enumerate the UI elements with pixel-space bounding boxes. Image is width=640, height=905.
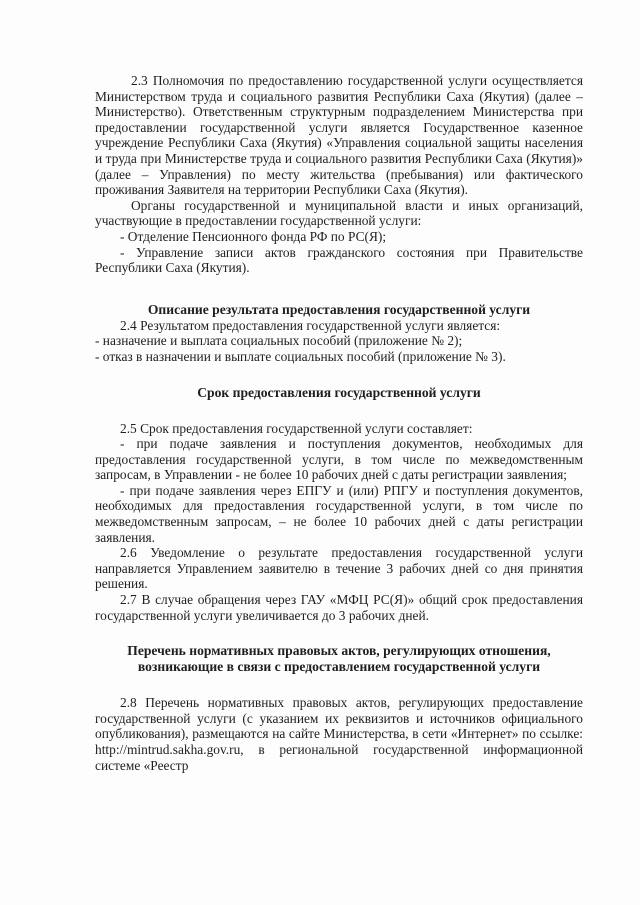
document-body	[95, 73, 583, 773]
heading-term: Срок предоставления государственной услуги	[197, 384, 481, 400]
paragraph-2-7: 2.7 В случае обращения через ГАУ «МФЦ РС(Я)» общий срок предоставления государственной услуги увеличивается до 3 рабочих дней.	[95, 592, 583, 623]
result-item-2: - отказ в назначении и выплате социальных пособий (приложение № 3).	[95, 348, 506, 364]
heading-result: Описание результата предоставления государственной услуги	[147, 301, 531, 317]
organs-item-2: - Управление записи актов гражданского состояния при Правительстве Республики Саха (Якутия).	[95, 244, 583, 276]
paragraph-2-6: 2.6 Уведомление о результате предоставления государственной услуги направляется Управлением заявителю в течение 3 рабочих дней со дня принятия решения.	[95, 545, 583, 592]
organs-item-1: - Отделение Пенсионного фонда РФ по РС(Я);	[120, 228, 387, 244]
term-item-1: - при подаче заявления и поступления документов, необходимых для предоставления государственной услуги, в том числе по межведомственным запросам, в Управлении - не более 10 рабочих дней с даты регистрации заявления;	[95, 436, 583, 483]
heading-acts: Перечень нормативных правовых актов, регулирующих отношения, возникающие в связи с предоставлением государственной услуги	[127, 643, 551, 675]
result-item-1: - назначение и выплата социальных пособий (приложение № 2);	[95, 333, 463, 349]
paragraph-2-3: 2.3 Полномочия по предоставлению государственной услуги осуществляется Министерством труда и социального развития Республики Саха (Якутия) (далее – Министерство). Ответственным структурным подразделением Министерства при предоставлении государственной услуги является Государственное казенное учреждение Республики Саха (Якутия) «Управления социальной защиты населения и труда при Министерстве труда и социального развития Республики Саха (Якутия)» (далее – Управления) по месту жительства (пребывания) или фактического проживания Заявителя на территории Республики Саха (Якутия).	[95, 73, 583, 198]
paragraph-2-5: 2.5 Срок предоставления государственной услуги составляет:	[120, 420, 473, 436]
paragraph-2-8: 2.8 Перечень нормативных правовых актов, регулирующих предоставление государственной услуги (с указанием их реквизитов и источников официального опубликования), размещаются на сайте Министерства, в сети «Интернет» по ссылке: http://mintrud.sakha.gov.ru, в региональной государственной информационной системе «Реестр	[95, 695, 583, 773]
paragraph-2-4: 2.4 Результатом предоставления государственной услуги является:	[120, 317, 501, 333]
paragraph-organs: Органы государственной и муниципальной власти и иных организаций, участвующие в предоставлении государственной услуги:	[95, 197, 583, 229]
term-item-2: - при подаче заявления через ЕПГУ и (или) РПГУ и поступления документов, необходимых для предоставления государственной услуги, в том числе по межведомственным запросам, – не более 10 рабочих дней с даты регистрации заявления.	[95, 482, 583, 545]
